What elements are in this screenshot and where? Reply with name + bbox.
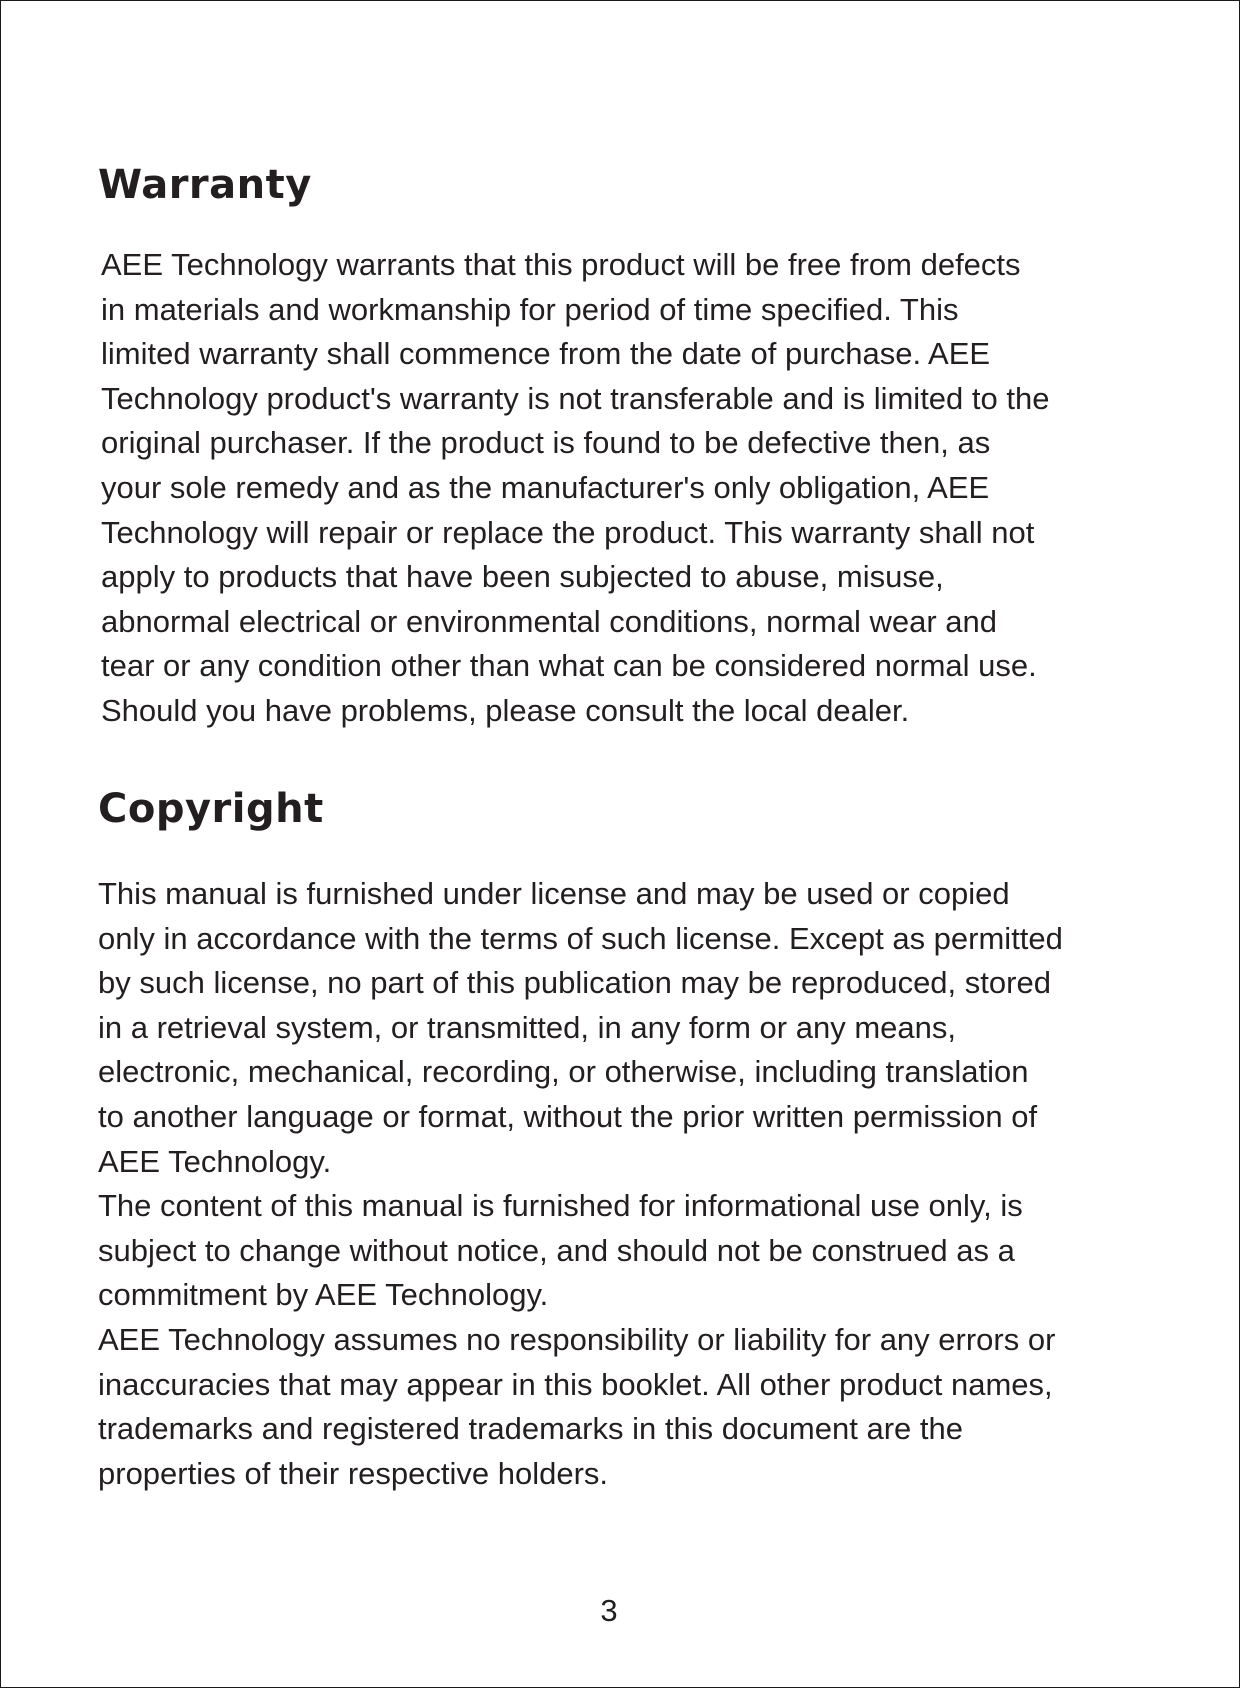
copyright-line: only in accordance with the terms of such license. Except as permitted [98, 920, 1063, 956]
copyright-line: by such license, no part of this publication may be reproduced, stored [98, 965, 1051, 1001]
warranty-line: in materials and workmanship for period of time specified. This [101, 291, 959, 327]
warranty-line: AEE Technology warrants that this product will be free from defects [101, 247, 1021, 282]
copyright-line: trademarks and registered trademarks in this document are the [98, 1411, 963, 1447]
copyright-line: properties of their respective holders. [98, 1455, 609, 1491]
copyright-line: This manual is furnished under license and may be used or copied [98, 876, 1010, 911]
copyright-line: subject to change without notice, and should not be construed as a [98, 1232, 1015, 1268]
warranty-line: abnormal electrical or environmental conditions, normal wear and [101, 603, 998, 639]
copyright-line: electronic, mechanical, recording, or otherwise, including translation [98, 1054, 1029, 1090]
page-number: 3 [600, 1593, 618, 1628]
copyright-line: commitment by AEE Technology. [98, 1277, 549, 1313]
copyright-line: AEE Technology assumes no responsibility or liability for any errors or [98, 1321, 1056, 1357]
copyright-line: AEE Technology. [98, 1143, 332, 1179]
warranty-line: original purchaser. If the product is found to be defective then, as [101, 425, 991, 461]
warranty-line: tear or any condition other than what can be considered normal use. [101, 648, 1037, 684]
warranty-line: Should you have problems, please consult the local dealer. [101, 692, 910, 728]
copyright-line: The content of this manual is furnished for informational use only, is [98, 1188, 1023, 1224]
copyright-paragraph [98, 872, 1063, 1496]
warranty-line: Technology product's warranty is not transferable and is limited to the [101, 380, 1050, 416]
copyright-heading: Copyright [98, 786, 324, 832]
copyright-line: in a retrieval system, or transmitted, in any form or any means, [98, 1009, 956, 1045]
warranty-line: your sole remedy and as the manufacturer's only obligation, AEE [101, 469, 990, 505]
warranty-line: Technology will repair or replace the product. This warranty shall not [101, 514, 1035, 550]
warranty-paragraph [101, 243, 1049, 734]
copyright-line: inaccuracies that may appear in this booklet. All other product names, [98, 1366, 1053, 1402]
warranty-heading: Warranty [98, 162, 312, 208]
warranty-line: apply to products that have been subjected to abuse, misuse, [101, 559, 944, 595]
copyright-line: to another language or format, without the prior written permission of [98, 1098, 1038, 1134]
warranty-line: limited warranty shall commence from the date of purchase. AEE [101, 336, 991, 372]
